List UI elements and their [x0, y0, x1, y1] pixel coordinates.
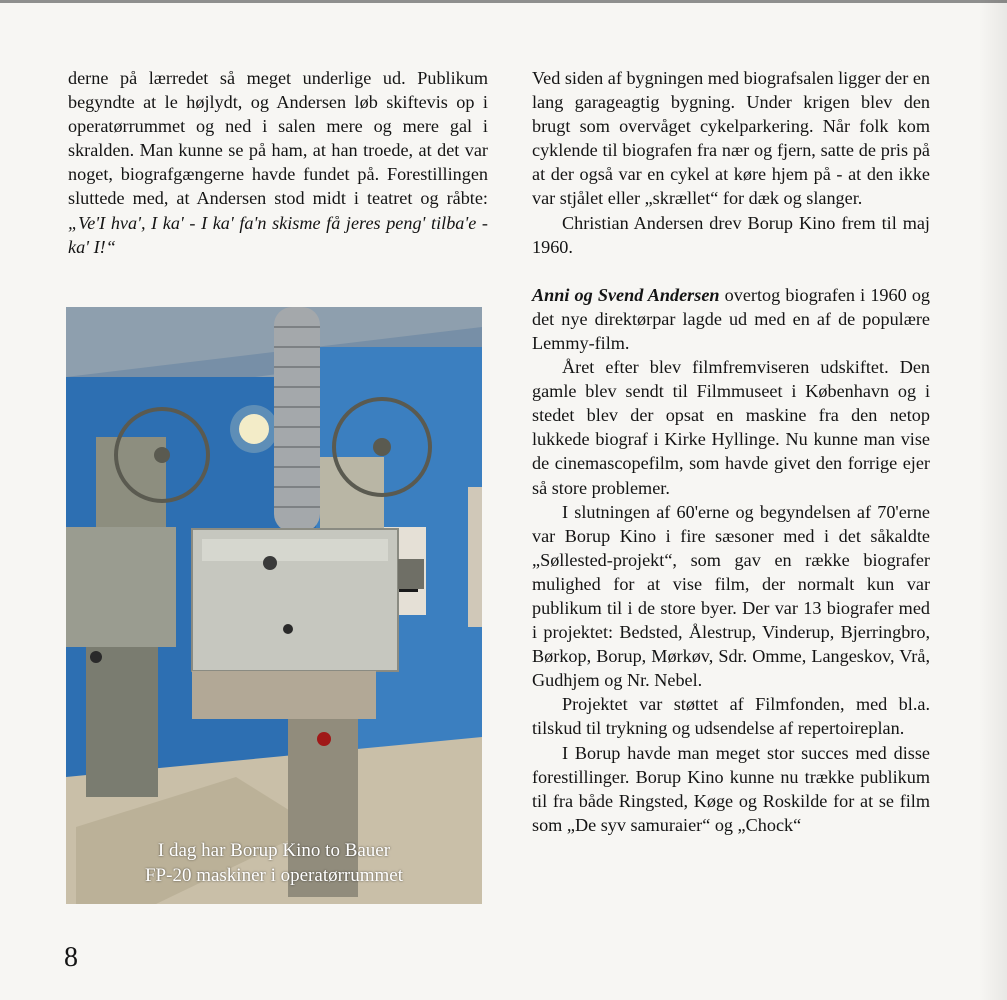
- paragraph-sollested-project: I slutningen af 60'erne og begyndelsen af 70'erne var Borup Kino i fire sæsoner med i det såkaldte „Søllested-projekt“, som gav en række biografer mulighed for at vise film, der normalt kun var publikum til i de store byer. Der var 13 biografer med i projektet: Bedsted, Ålestrup, Vinderup, Bjerringbro, Børkop, Borup, Mørkøv, Sdr. Omme, Langeskov, Vrå, Gudhjem og Nr. Nebel.: [532, 501, 930, 691]
- paragraph-anni-svend-text: overtog biografen i 1960 og det nye direktørpar lagde ud med en af de populære Lemmy-film.: [532, 284, 931, 353]
- page-number: 8: [64, 942, 78, 973]
- paragraph-christian: Christian Andersen drev Borup Kino frem til maj 1960.: [532, 212, 930, 257]
- caption-line-1: I dag har Borup Kino to Bauer: [157, 840, 391, 861]
- scan-top-edge: [0, 0, 1007, 3]
- projector-illustration: [66, 307, 482, 904]
- right-text-column: [532, 66, 930, 837]
- paragraph-garage: Ved siden af bygningen med biografsalen ligger der en lang garageagtig bygning. Under krigen blev den brugt som overvåget cykelparkering. Når folk kom cyklende til biografen fra nær og fjern, satte de pris på at der også var en cykel at køre hjem på - at den ikke var stjålet eller „skrællet“ for dæk og slanger.: [532, 68, 930, 209]
- left-text-column: [68, 66, 488, 259]
- caption-line-2: FP-20 maskiner i operatørrummet: [144, 865, 404, 886]
- left-paragraph: [68, 66, 488, 259]
- paragraph-success: I Borup havde man meget stor succes med disse forestillinger. Borup Kino kunne nu trække publikum til fra både Ringsted, Køge og Roskilde for at se film som „De syv samuraier“ og „Chock“: [532, 742, 930, 835]
- page-spine-shadow: [979, 0, 1007, 1000]
- photo-caption: [66, 838, 482, 888]
- left-paragraph-text: derne på lærredet så meget underlige ud. Publikum begyndte at le højlydt, og Andersen løb skiftevis op i operatørrummet og ned i salen mere og mere gal i skralden. Man kunne se på ham, at han troede, at det var noget, biografgængerne havde fundet på. Forestillingen sluttede med, at Andersen stod midt i teatret og råbte:: [68, 68, 488, 209]
- paragraph-anni-svend: [532, 283, 930, 355]
- paragraph-projector-replacement: Året efter blev filmfremviseren udskiftet. Den gamle blev sendt til Filmmuseet i København og i stedet blev der opsat en maskine fra den netop lukkede biograf i Kirke Hyllinge. Nu kunne man vise de cinemascopefilm, som havde givet den forrige ejer så store problemer.: [532, 357, 930, 498]
- paragraph-filmfonden: Projektet var støttet af Filmfonden, med bl.a. tilskud til trykning og udsendelse af repertoireplan.: [532, 694, 930, 739]
- projector-photo: [66, 307, 482, 904]
- owner-names: Anni og Svend Andersen: [532, 284, 720, 305]
- dialect-quote: „Ve'I hva', I ka' - I ka' fa'n skisme få jeres peng' tilba'e - ka' I!“: [68, 212, 488, 257]
